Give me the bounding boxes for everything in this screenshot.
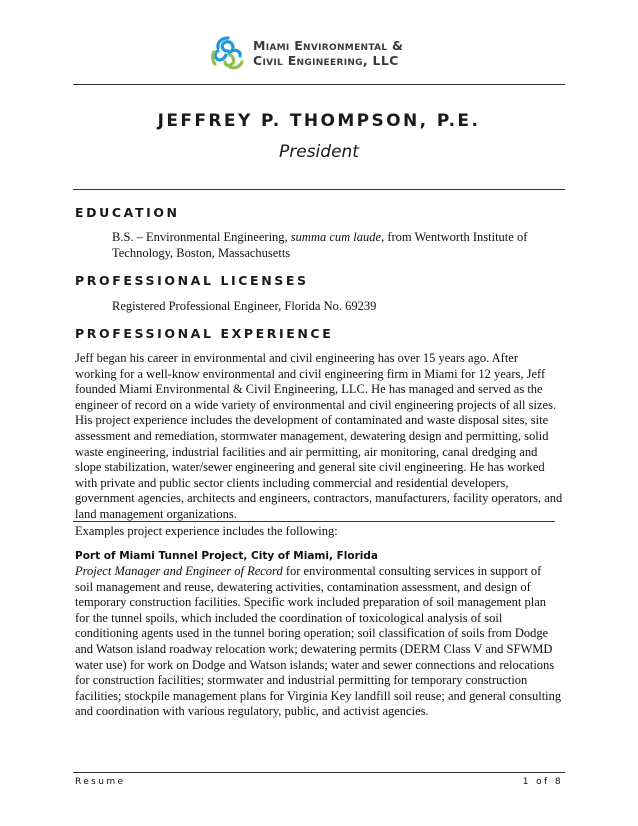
project-description	[75, 564, 570, 720]
experience-line: founded Miami Environmental & Civil Engineering, LLC. He has managed and served as the	[75, 382, 543, 397]
triskelion-logo-icon	[209, 34, 247, 72]
experience-line: engineer of record on a wide variety of environmental and civil engineering projects of all sizes.	[75, 397, 557, 412]
header-divider	[73, 84, 565, 85]
licenses-heading: PROFESSIONAL LICENSES	[75, 273, 309, 288]
experience-line: waste engineering, industrial facilities and air permitting, air monitoring, canal dredging and	[75, 444, 538, 459]
company-name	[253, 38, 403, 68]
project-line: and Watson island roadway relocation work; dewatering permits (DERM Class V and SFWMD	[75, 641, 553, 656]
project-line: conditioning agents used in the tunnel boring operation; soil classification of soils from Dodge	[75, 626, 549, 641]
license-entry: Registered Professional Engineer, Florida No. 69239	[112, 299, 377, 313]
project-line: soil management and reuse, dewatering activities, contamination assessment, and design of	[75, 579, 531, 594]
company-name-line1: Miami Environmental &	[253, 38, 404, 53]
examples-intro: Examples project experience includes the following:	[75, 524, 338, 538]
education-line-2: Technology, Boston, Massachusetts	[112, 245, 291, 260]
footer-divider	[73, 772, 565, 773]
project-line: for the tunnel spoils, which included the coordination of toxicological analysis of soil	[75, 610, 503, 625]
experience-line: slope stabilization, water/sewer engineering and general site civil engineering. He has worked	[75, 460, 545, 475]
experience-line: Jeff began his career in environmental and civil engineering has over 15 years ago. After	[75, 351, 519, 365]
company-name-line2: Civil Engineering, LLC	[253, 53, 399, 68]
experience-line: His project experience includes the development of contaminated and waste disposal sites, site	[75, 413, 549, 428]
education-institution: , from Wentworth Institute of	[381, 230, 528, 244]
education-entry	[112, 230, 572, 261]
education-degree: B.S. – Environmental Engineering,	[112, 230, 288, 244]
page-number: 1 of 8	[522, 777, 563, 787]
title-divider	[73, 189, 565, 190]
experience-line: with private and public sector clients including commercial and residential developers,	[75, 475, 509, 490]
project-line-rest: for environmental consulting services in support of	[282, 564, 542, 578]
project-title: Port of Miami Tunnel Project, City of Miami, Florida	[75, 550, 378, 562]
project-line: temporary construction facilities. Specific work included preparation of soil management plan	[75, 595, 547, 610]
experience-line: land management organizations.	[75, 506, 237, 521]
project-line: facilities; stockpile management plans for Virginia Key landfill soil reuse; and general consulting	[75, 688, 562, 703]
experience-paragraph	[75, 351, 570, 523]
experience-line: working for a well-know environmental and civil engineering firm in Miami for 12 years, Jeff	[75, 366, 546, 381]
education-line-1	[112, 230, 572, 246]
experience-heading: PROFESSIONAL EXPERIENCE	[75, 326, 334, 341]
company-logo	[209, 33, 403, 73]
project-role: Project Manager and Engineer of Record	[75, 564, 283, 578]
project-line: and coordination with various regulatory, public, and activist agencies.	[75, 704, 429, 719]
project-line	[75, 564, 570, 580]
project-line: for construction facilities; stormwater and industrial permitting for temporary construction	[75, 673, 528, 688]
experience-line: government agencies, architects and engineers, contractors, manufacturers, facility operators, and	[75, 491, 563, 506]
person-title: President	[279, 142, 359, 162]
experience-divider	[73, 521, 555, 522]
project-line: water use) for work on Dodge and Watson islands; water and sewer connections and relocations	[75, 657, 555, 672]
person-name: JEFFREY P. THOMPSON, P.E.	[157, 111, 481, 131]
experience-line: assessment and remediation, stormwater management, dewatering design and permitting, solid	[75, 428, 549, 443]
footer-label: Resume	[75, 777, 126, 787]
education-honors: summa cum laude	[290, 230, 382, 244]
education-heading: EDUCATION	[75, 205, 180, 220]
